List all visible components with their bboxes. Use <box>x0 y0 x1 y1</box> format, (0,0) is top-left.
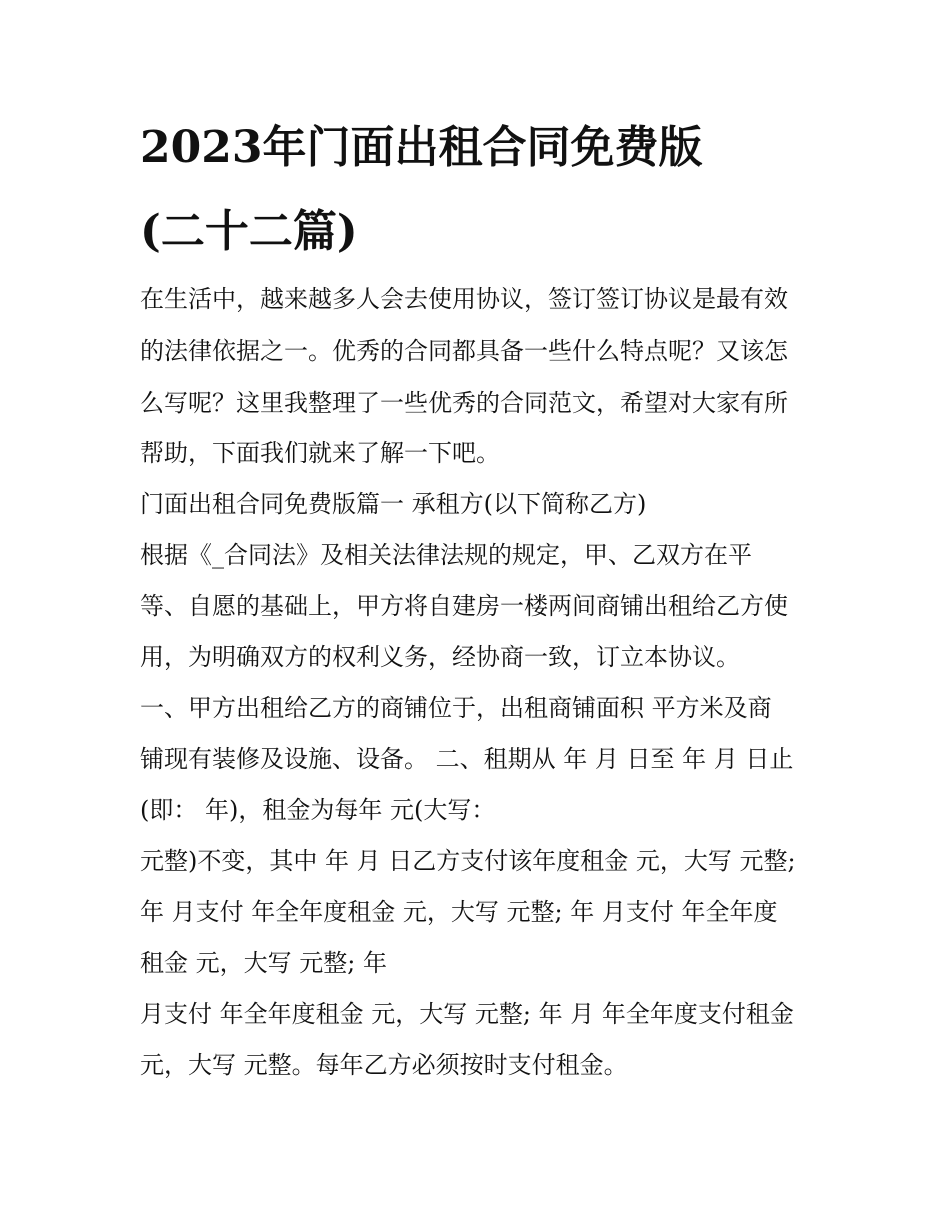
body-line: 一、甲方出租给乙方的商铺位于，出租商铺面积 平方米及商 <box>140 694 772 722</box>
body-line: 元整)不变，其中 年 月 日乙方支付该年度租金 元，大写 元整; <box>140 847 796 875</box>
body-line: 根据《_合同法》及相关法律法规的规定，甲、乙双方在平 <box>140 541 752 569</box>
body-line: 铺现有装修及设施、设备。 二、租期从 年 月 日至 年 月 日止 <box>140 745 794 773</box>
body-line: 帮助，下面我们就来了解一下吧。 <box>140 439 500 467</box>
document-title-line-2: (二十二篇) <box>140 206 358 257</box>
body-line: 租金 元，大写 元整; 年 <box>140 949 387 977</box>
body-line: 等、自愿的基础上，甲方将自建房一楼两间商铺出租给乙方使 <box>140 592 788 620</box>
body-line: 用，为明确双方的权利义务，经协商一致，订立本协议。 <box>140 643 740 671</box>
body-line: 元，大写 元整。每年乙方必须按时支付租金。 <box>140 1051 628 1079</box>
body-line: 月支付 年全年度租金 元，大写 元整; 年 月 年全年度支付租金 <box>140 1000 794 1028</box>
body-line: 的法律依据之一。优秀的合同都具备一些什么特点呢？又该怎 <box>140 337 788 365</box>
body-line: 在生活中，越来越多人会去使用协议，签订签订协议是最有效 <box>140 285 788 313</box>
body-line: 么写呢？这里我整理了一些优秀的合同范文，希望对大家有所 <box>140 389 788 417</box>
document-title-line-1: 2023年门面出租合同免费版 <box>140 122 703 173</box>
body-line: 门面出租合同免费版篇一 承租方(以下简称乙方) <box>140 490 647 518</box>
body-line: (即： 年)，租金为每年 元(大写： <box>140 796 496 824</box>
body-line: 年 月支付 年全年度租金 元，大写 元整; 年 月支付 年全年度 <box>140 898 778 926</box>
